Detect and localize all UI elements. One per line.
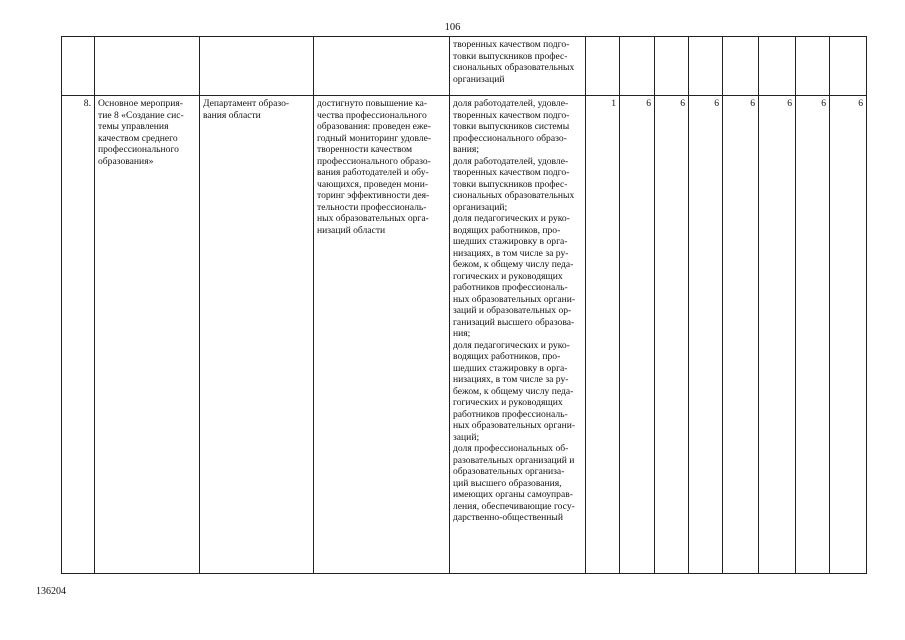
cell-value — [655, 37, 689, 96]
cell-value — [796, 37, 830, 96]
cell-indicator-continued: творенных качеством подго- товки выпускников профес- сиональных образовательных организаций — [450, 37, 586, 96]
cell-result — [314, 37, 450, 96]
cell-value — [759, 37, 796, 96]
cell-value-1: 1 — [586, 96, 620, 574]
cell-value-6: 6 — [759, 96, 796, 574]
cell-value-3: 6 — [655, 96, 689, 574]
cell-value — [586, 37, 620, 96]
cell-value-5: 6 — [723, 96, 759, 574]
cell-value — [723, 37, 759, 96]
cell-indicators: доля работодателей, удовле- творенных качеством подго- товки выпускников системы профессионального образо- вания; доля работодателей, удовле- творенных качеством подго- товки выпускников профес- сиональных образовательных организаций; доля педагогических и руко- водящих работников, про- шедших стажировку в орга- низациях, в том числе за ру- бежом, к общему числу педа- гогических и руководящих работников профессиональ- ных образовательных органи- заций и образовательных ор- ганизаций высшего образова- ния; доля педагогических и руко- водящих работников, про- шедших стажировку в орга- низациях, в том числе за ру- бежом, к общему числу педа- гогических и руководящих работников профессиональ- ных образовательных органи- заций; доля профессиональных об- разовательных организаций и образовательных организа- ций высшего образования, имеющих органы самоуправ- ления, обеспечивающие госу- дарственно-общественный — [450, 96, 586, 574]
cell-value-2: 6 — [620, 96, 655, 574]
cell-index: 8. — [62, 96, 95, 574]
continuation-row — [62, 37, 867, 96]
cell-value — [620, 37, 655, 96]
document-code: 136204 — [36, 586, 66, 597]
cell-result: достигнуто повышение ка- чества профессионального образования: проведен еже- годный мониторинг удовле- творенности качеством профессионального образо- вания работодателей и обу- чающихся, проведен мони- торинг эффективности дея- тельности профессиональ- ных образовательных орга- низаций области — [314, 96, 450, 574]
page-number: 106 — [444, 22, 461, 33]
cell-value — [830, 37, 867, 96]
cell-event — [95, 37, 200, 96]
event-row — [62, 96, 867, 574]
cell-value-4: 6 — [689, 96, 723, 574]
program-table — [61, 36, 867, 574]
cell-executor — [200, 37, 314, 96]
cell-value-8: 6 — [830, 96, 867, 574]
cell-executor: Департамент образо- вания области — [200, 96, 314, 574]
cell-index — [62, 37, 95, 96]
cell-value-7: 6 — [796, 96, 830, 574]
cell-event: Основное мероприя- тие 8 «Создание сис- темы управления качеством среднего профессионального образования» — [95, 96, 200, 574]
cell-value — [689, 37, 723, 96]
